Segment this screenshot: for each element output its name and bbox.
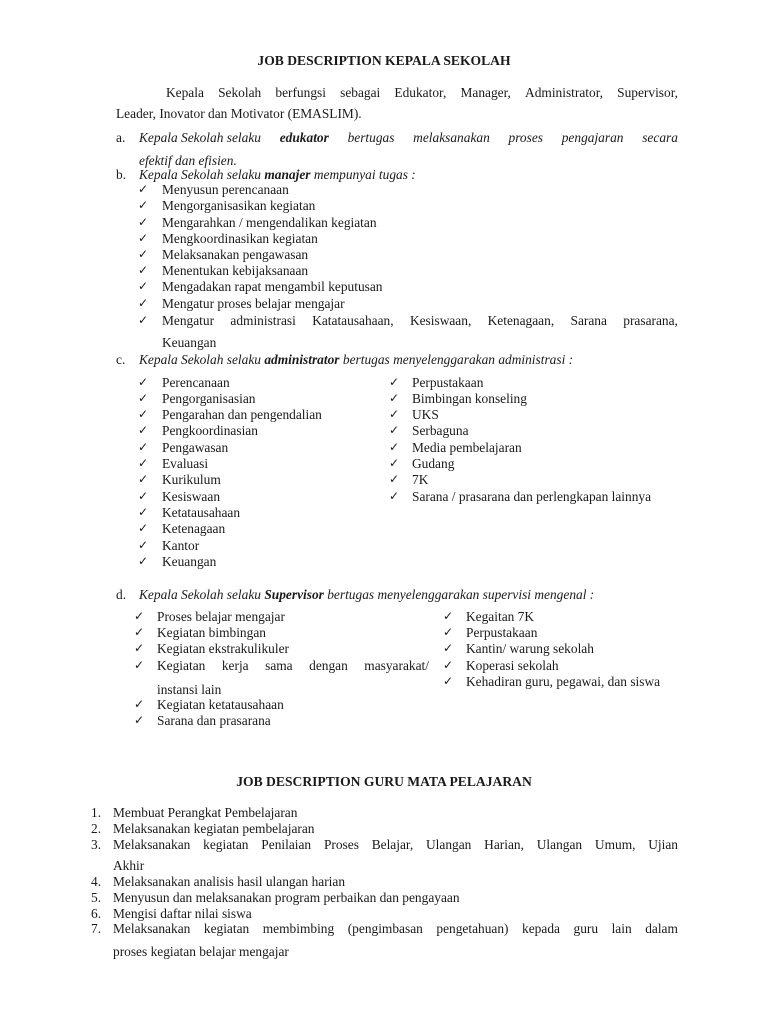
section-c-right-item: Media pembelajaran	[412, 440, 522, 455]
word: Umum,	[594, 837, 636, 852]
section-b-last-item	[162, 313, 678, 329]
guru-item-3-line-2: Akhir	[113, 858, 145, 873]
section-a-word: secara	[642, 130, 678, 145]
check-icon: ✓	[138, 538, 149, 552]
word: Ulangan	[425, 837, 472, 852]
section-b-item: Mengkoordinasikan kegiatan	[162, 231, 318, 246]
check-icon: ✓	[138, 215, 149, 229]
section-b-pre: Kepala Sekolah selaku	[139, 167, 261, 182]
word: dalam	[645, 921, 678, 936]
section-c-left-item: Pengkoordinasian	[162, 423, 258, 438]
section-c-left-item: Ketatausahaan	[162, 505, 241, 520]
section-d-post: bertugas menyelenggarakan supervisi mengenal :	[327, 587, 595, 602]
marker-d: d.	[116, 587, 127, 602]
word: Ulangan	[536, 837, 583, 852]
check-icon: ✓	[389, 375, 400, 389]
section-a-role: edukator	[279, 130, 329, 145]
check-icon: ✓	[134, 658, 145, 672]
check-icon: ✓	[138, 279, 149, 293]
check-icon: ✓	[138, 263, 149, 277]
section-c-left-item: Kurikulum	[162, 472, 221, 487]
word: pengetahuan)	[436, 921, 509, 936]
intro-word: sebagai	[340, 85, 381, 100]
check-icon: ✓	[389, 407, 400, 421]
section-c-left-item: Ketenagaan	[162, 521, 226, 536]
section-d-right-item: Kehadiran guru, pegawai, dan siswa	[466, 674, 661, 689]
guru-item: Melaksanakan analisis hasil ulangan harian	[113, 874, 346, 889]
section-b-item: Menyusun perencanaan	[162, 182, 289, 197]
check-icon: ✓	[138, 407, 149, 421]
section-d-right-item: Koperasi sekolah	[466, 658, 559, 673]
check-icon: ✓	[138, 313, 149, 327]
section-c-right-item: Sarana / prasarana dan perlengkapan lainnya	[412, 489, 652, 504]
section-c-left-item: Pengarahan dan pengendalian	[162, 407, 322, 422]
intro-word: berfungsi	[275, 85, 326, 100]
check-icon: ✓	[389, 440, 400, 454]
word: Ujian	[648, 837, 678, 852]
check-icon: ✓	[138, 472, 149, 486]
check-icon: ✓	[138, 489, 149, 503]
check-icon: ✓	[138, 521, 149, 535]
intro-word: Administrator,	[525, 85, 603, 100]
word: Proses	[323, 837, 359, 852]
check-icon: ✓	[138, 182, 149, 196]
intro-line-2: Leader, Inovator dan Motivator (EMASLIM).	[116, 106, 362, 121]
list-number: 3.	[91, 837, 102, 852]
word: kerja	[221, 658, 249, 673]
section-b-heading	[139, 167, 416, 183]
list-number: 7.	[91, 921, 102, 936]
section-a-pre: Kepala Sekolah selaku	[139, 130, 261, 145]
section-b-item: Mengorganisasikan kegiatan	[162, 198, 316, 213]
check-icon: ✓	[138, 375, 149, 389]
check-icon: ✓	[138, 296, 149, 310]
intro-line-1	[166, 85, 678, 101]
section-b-item: Mengarahkan / mengendalikan kegiatan	[162, 215, 377, 230]
check-icon: ✓	[134, 609, 145, 623]
section-b-role: manajer	[264, 167, 311, 182]
section-b-post: mempunyai tugas :	[313, 167, 416, 182]
word: Belajar,	[371, 837, 414, 852]
section-c-right-item: Bimbingan konseling	[412, 391, 527, 406]
intro-word: Sekolah	[218, 85, 262, 100]
check-icon: ✓	[389, 391, 400, 405]
section-c-heading	[139, 352, 573, 368]
section-a-line-1	[139, 130, 678, 146]
word: dengan	[309, 658, 348, 673]
section-c-pre: Kepala Sekolah selaku	[139, 352, 261, 367]
section-c-left-item: Perencanaan	[162, 375, 230, 390]
section-c-post: bertugas menyelenggarakan administrasi :	[342, 352, 574, 367]
guru-item: Melaksanakan kegiatan pembelajaran	[113, 821, 315, 836]
word: lain	[611, 921, 632, 936]
guru-item: Menyusun dan melaksanakan program perbaikan dan pengayaan	[113, 890, 460, 905]
word: guru	[573, 921, 599, 936]
check-icon: ✓	[138, 391, 149, 405]
word: kegiatan	[203, 837, 249, 852]
word: Penilaian	[261, 837, 312, 852]
section-c-right-item: UKS	[412, 407, 439, 422]
section-b-item: Menentukan kebijaksanaan	[162, 263, 309, 278]
guru-item: Membuat Perangkat Pembelajaran	[113, 805, 298, 820]
list-number: 5.	[91, 890, 102, 905]
word: kepada	[522, 921, 560, 936]
check-icon: ✓	[134, 697, 145, 711]
check-icon: ✓	[443, 641, 454, 655]
check-icon: ✓	[138, 554, 149, 568]
section-d-role: Supervisor	[264, 587, 324, 602]
section-d-right-item: Perpustakaan	[466, 625, 538, 640]
word: prasarana,	[623, 313, 678, 328]
word: Melaksanakan	[113, 921, 191, 936]
section-d-pre: Kepala Sekolah selaku	[139, 587, 261, 602]
section-a-word: pengajaran	[561, 130, 624, 145]
check-icon: ✓	[389, 456, 400, 470]
word: Kegiatan	[157, 658, 206, 673]
word: masyarakat/	[364, 658, 429, 673]
section-d-heading	[139, 587, 594, 603]
section-b-item: Melaksanakan pengawasan	[162, 247, 309, 262]
intro-word: Kepala	[166, 85, 204, 100]
check-icon: ✓	[443, 609, 454, 623]
check-icon: ✓	[389, 472, 400, 486]
guru-item: Mengisi daftar nilai siswa	[113, 906, 252, 921]
guru-item-7	[113, 921, 678, 937]
check-icon: ✓	[389, 423, 400, 437]
section-c-right-item: Gudang	[412, 456, 455, 471]
check-icon: ✓	[138, 505, 149, 519]
word: Katatausahaan,	[312, 313, 394, 328]
section-c-left-item: Kesiswaan	[162, 489, 221, 504]
page-title: JOB DESCRIPTION KEPALA SEKOLAH	[257, 53, 511, 68]
section-c-role: administrator	[264, 352, 340, 367]
section-b-last-item-line-2: Keuangan	[162, 335, 217, 350]
section-c-right-item: Serbaguna	[412, 423, 469, 438]
section-d-left-item: Kegiatan ketatausahaan	[157, 697, 284, 712]
intro-word: Supervisor,	[617, 85, 678, 100]
section-b-item: Mengatur proses belajar mengajar	[162, 296, 345, 311]
section-c-left-item: Pengawasan	[162, 440, 229, 455]
list-number: 6.	[91, 906, 102, 921]
check-icon: ✓	[138, 440, 149, 454]
section-d-right-item: Kantin/ warung sekolah	[466, 641, 594, 656]
marker-a: a.	[116, 130, 126, 145]
section-c-right-item: Perpustakaan	[412, 375, 484, 390]
section-a-word: bertugas	[347, 130, 395, 145]
word: membimbing	[262, 921, 335, 936]
word: Mengatur	[162, 313, 215, 328]
section-d-right-item: Kegaitan 7K	[466, 609, 535, 624]
word: administrasi	[230, 313, 296, 328]
section-title-guru: JOB DESCRIPTION GURU MATA PELAJARAN	[236, 774, 532, 789]
check-icon: ✓	[138, 456, 149, 470]
check-icon: ✓	[138, 198, 149, 212]
check-icon: ✓	[389, 489, 400, 503]
section-d-left-long-item	[157, 658, 429, 674]
section-a-word: melaksanakan	[413, 130, 490, 145]
intro-word: Edukator,	[394, 85, 447, 100]
section-d-left-item: Kegiatan bimbingan	[157, 625, 266, 640]
guru-item-7-line-2: proses kegiatan belajar mengajar	[113, 944, 289, 959]
check-icon: ✓	[138, 247, 149, 261]
check-icon: ✓	[134, 625, 145, 639]
list-number: 2.	[91, 821, 102, 836]
section-d-left-item: Kegiatan ekstrakulikuler	[157, 641, 289, 656]
check-icon: ✓	[134, 713, 145, 727]
section-b-item: Mengadakan rapat mengambil keputusan	[162, 279, 383, 294]
section-c-left-item: Pengorganisasian	[162, 391, 256, 406]
word: Sarana	[570, 313, 607, 328]
check-icon: ✓	[134, 641, 145, 655]
marker-b: b.	[116, 167, 127, 182]
section-c-left-item: Keuangan	[162, 554, 217, 569]
section-d-left-item: Sarana dan prasarana	[157, 713, 271, 728]
word: (pengimbasan	[347, 921, 423, 936]
check-icon: ✓	[138, 423, 149, 437]
section-a-line-2: efektif dan efisien.	[139, 153, 237, 168]
marker-c: c.	[116, 352, 126, 367]
word: Melaksanakan	[113, 837, 191, 852]
section-c-left-item: Evaluasi	[162, 456, 209, 471]
word: Harian,	[484, 837, 524, 852]
word: Kesiswaan,	[409, 313, 472, 328]
section-a-word: proses	[508, 130, 543, 145]
section-c-left-item: Kantor	[162, 538, 200, 553]
word: Ketenagaan,	[487, 313, 555, 328]
section-d-left-long-item-line-2: instansi lain	[157, 682, 222, 697]
intro-word: Manager,	[460, 85, 511, 100]
guru-item-3	[113, 837, 678, 853]
check-icon: ✓	[443, 658, 454, 672]
check-icon: ✓	[443, 625, 454, 639]
section-c-right-item: 7K	[412, 472, 429, 487]
section-d-left-item: Proses belajar mengajar	[157, 609, 285, 624]
word: sama	[265, 658, 293, 673]
check-icon: ✓	[443, 674, 454, 688]
check-icon: ✓	[138, 231, 149, 245]
list-number: 4.	[91, 874, 102, 889]
word: kegiatan	[203, 921, 250, 936]
list-number: 1.	[91, 805, 102, 820]
